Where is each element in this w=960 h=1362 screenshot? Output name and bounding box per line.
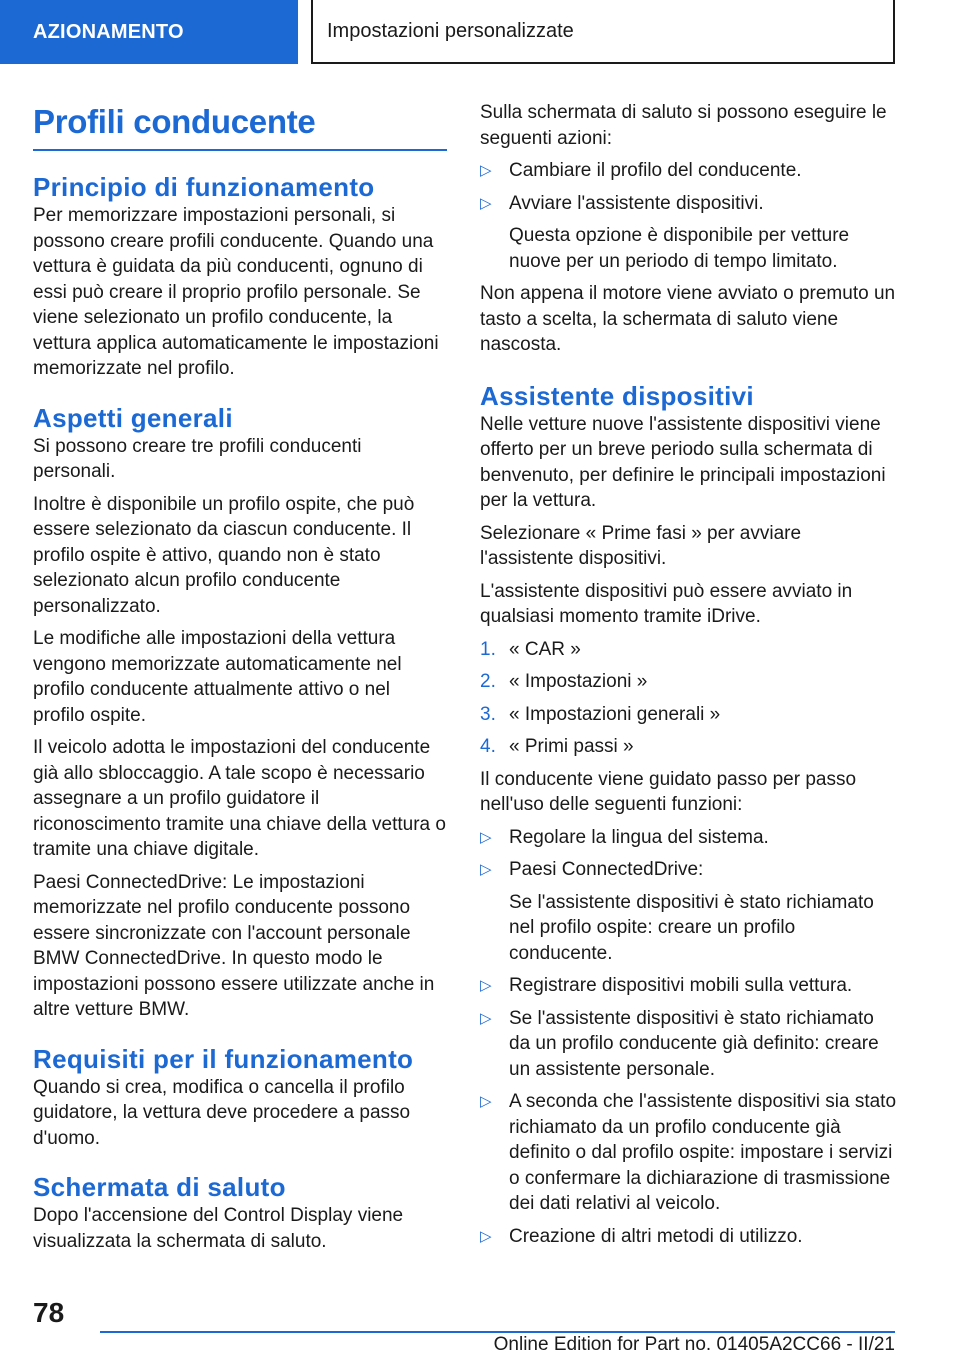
paragraph-guidato: Il conducente viene guidato passo per passo nell'uso delle seguenti funzioni: bbox=[480, 768, 857, 815]
page-title: Profili conducente bbox=[33, 100, 447, 151]
chapter-label: Impostazioni personalizzate bbox=[327, 19, 574, 42]
heading-aspetti: Aspetti generali bbox=[33, 402, 233, 433]
list-item: ▷ Registrare dispositivi mobili sulla vettura. bbox=[480, 973, 898, 999]
paragraph-intro: Sulla schermata di saluto si possono eseguire le seguenti azioni: bbox=[480, 102, 887, 149]
right-column bbox=[480, 100, 898, 1256]
heading-schermata: Schermata di saluto bbox=[33, 1172, 286, 1202]
actions-note: Questa opzione è disponibile per vetture nuove per un periodo di tempo limitato. bbox=[509, 225, 850, 272]
list-item: ▷ Se l'assistente dispositivi è stato richiamato da un profilo conducente già definito: creare un assistente personale. bbox=[480, 1007, 879, 1080]
triangle-bullet-icon: ▷ bbox=[480, 977, 492, 994]
footer-divider bbox=[100, 1331, 895, 1333]
section-label: AZIONAMENTO bbox=[33, 20, 184, 43]
functions-list bbox=[480, 825, 898, 883]
paragraph-assistente-2: Selezionare « Prime fasi » per avviare l'assistente dispositivi. bbox=[480, 522, 802, 569]
functions-note: Se l'assistente dispositivi è stato richiamato nel profilo ospite: creare un profilo conducente. bbox=[509, 891, 874, 964]
paragraph-aspetti-5: Paesi ConnectedDrive: Le impostazioni memorizzate nel profilo conducente possono essere sincronizzate con l'account personale BMW ConnectedDrive. In questo modo le impostazioni possono essere utilizzate anche in altre vetture BMW. bbox=[33, 871, 435, 1020]
paragraph-schermata: Dopo l'accensione del Control Display viene visualizzata la schermata di saluto. bbox=[33, 1205, 404, 1252]
triangle-bullet-icon: ▷ bbox=[480, 1093, 492, 1110]
triangle-bullet-icon: ▷ bbox=[480, 194, 492, 212]
footer-edition: Online Edition for Part no. 01405A2CC66 - II/21 bbox=[493, 1334, 895, 1355]
paragraph-assistente-3: L'assistente dispositivi può essere avviato in qualsiasi momento tramite iDrive. bbox=[480, 580, 853, 627]
paragraph-assistente-1: Nelle vetture nuove l'assistente dispositivi viene offerto per un breve periodo sulla schermata di benvenuto, per definire le principali impostazioni per la vettura. bbox=[480, 413, 886, 511]
list-item: ▷ Creazione di altri metodi di utilizzo. bbox=[480, 1224, 898, 1250]
list-item: ▷ Regolare la lingua del sistema. bbox=[480, 825, 898, 851]
triangle-bullet-icon: ▷ bbox=[480, 828, 492, 846]
left-column bbox=[33, 100, 447, 1261]
list-item: ▷ A seconda che l'assistente dispositivi sia stato richiamato da un profilo conducente già definito o dal profilo ospite: impostare i servizi o confermare la dichiarazione di trasmissione dei dati relativi al veicolo. bbox=[480, 1091, 897, 1214]
triangle-bullet-icon: ▷ bbox=[480, 861, 492, 878]
paragraph-requisiti: Quando si crea, modifica o cancella il profilo guidatore, la vettura deve procedere a passo d'uomo. bbox=[33, 1076, 411, 1149]
page-number: 78 bbox=[33, 1297, 65, 1328]
actions-list bbox=[480, 158, 898, 216]
heading-assistente: Assistente dispositivi bbox=[480, 380, 754, 411]
list-item: ▷ Cambiare il profilo del conducente. bbox=[480, 158, 898, 184]
paragraph-aspetti-4: Il veicolo adotta le impostazioni del conducente già allo sbloccaggio. A tale scopo è necessario assegnare a un profilo guidatore il riconoscimento tramite una chiave della vettura o tramite una chiave digitale. bbox=[33, 737, 446, 860]
list-item: ▷ Avviare l'assistente dispositivi. bbox=[480, 191, 898, 217]
header-section-tab bbox=[0, 0, 298, 64]
list-item: ▷ Paesi ConnectedDrive: bbox=[480, 857, 898, 883]
heading-principio: Principio di funzionamento bbox=[33, 172, 375, 202]
list-item: 1. « CAR » bbox=[480, 638, 581, 660]
list-item: 4. « Primi passi » bbox=[480, 736, 634, 757]
paragraph-nascosta: Non appena il motore viene avviato o premuto un tasto a scelta, la schermata di saluto viene nascosta. bbox=[480, 283, 896, 355]
paragraph-aspetti-2: Inoltre è disponibile un profilo ospite, che può essere selezionato da ciascun conducente. Il profilo ospite è attivo, quando non è stato selezionato alcun profilo conducente personalizzato. bbox=[33, 493, 415, 617]
steps-list bbox=[480, 637, 898, 760]
triangle-bullet-icon: ▷ bbox=[480, 1227, 492, 1245]
header-chapter-tab bbox=[311, 0, 895, 64]
triangle-bullet-icon: ▷ bbox=[480, 1009, 492, 1027]
list-item: 2. « Impostazioni » bbox=[480, 671, 648, 692]
heading-requisiti: Requisiti per il funzionamento bbox=[33, 1043, 414, 1074]
list-item: 3. « Impostazioni generali » bbox=[480, 703, 721, 725]
functions-list-more bbox=[480, 973, 898, 1249]
paragraph-aspetti-1: Si possono creare tre profili conducenti personali. bbox=[33, 435, 362, 482]
triangle-bullet-icon: ▷ bbox=[480, 162, 492, 179]
paragraph-aspetti-3: Le modifiche alle impostazioni della vettura vengono memorizzate automaticamente nel profilo conducente attualmente attivo o nel profilo ospite. bbox=[33, 628, 402, 726]
paragraph-principio: Per memorizzare impostazioni personali, si possono creare profili conducente. Quando una vettura è guidata da più conducenti, ognuno di essi può creare il proprio profilo personale. Se viene selezionato un profilo conducente, la vettura applica automaticamente le impostazioni memorizzate nel profilo. bbox=[33, 205, 439, 379]
